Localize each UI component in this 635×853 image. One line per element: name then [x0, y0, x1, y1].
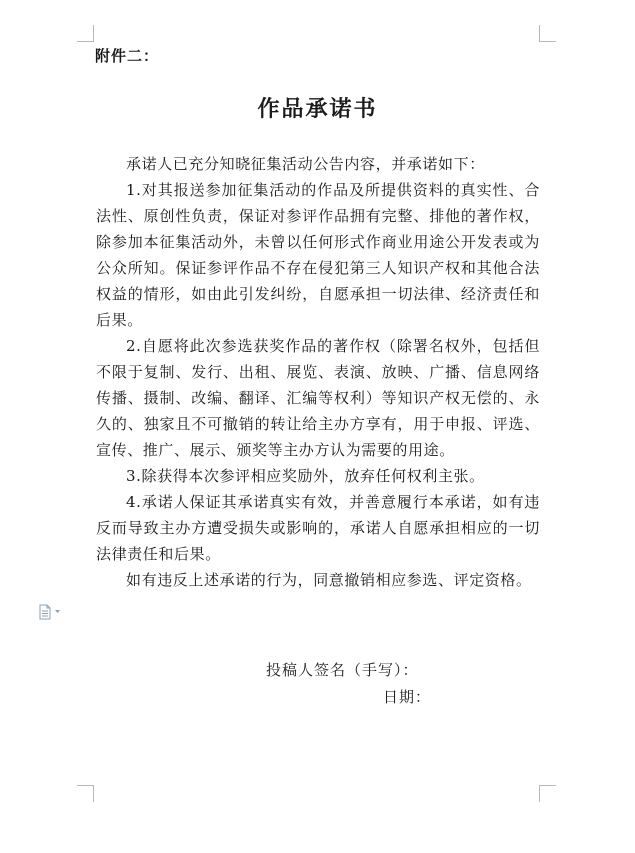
paragraph-item-4: 4.承诺人保证其承诺真实有效，并善意履行本承诺，如有违反而导致主办方遭受损失或影响的，承诺人自愿承担相应的一切法律责任和后果。 — [96, 493, 540, 563]
paragraph-item-3: 3.除获得本次参评相应奖励外，放弃任何权利主张。 — [126, 467, 485, 485]
crop-mark-bottom-right — [539, 785, 556, 802]
attachment-label: 附件二： — [95, 47, 160, 65]
signature-line: 投稿人签名（手写）： — [266, 661, 419, 679]
paragraph-item-1: 1.对其报送参加征集活动的作品及所提供资料的真实性、合法性、原创性负责，保证对参评作品拥有完整、排他的著作权，除参加本征集活动外，未曾以任何形式作商业用途公开发表或为公众所知。保证参评作品不存在侵犯第三人知识产权和其他合法权益的情形，如由此引发纠纷，自愿承担一切法律、经济责任和后果。 — [96, 181, 540, 329]
paragraph-item-2: 2.自愿将此次参选获奖作品的著作权（除署名权外，包括但不限于复制、发行、出租、展览、表演、放映、广播、信息网络传播、摄制、改编、翻译、汇编等权利）等知识产权无偿的、永久的、独家且不可撤销的转让给主办方享有，用于申报、评选、宣传、推广、展示、颁奖等主办方认为需要的用途。 — [96, 337, 540, 459]
crop-mark-bottom-left — [77, 785, 94, 802]
paragraph-closing: 如有违反上述承诺的行为，同意撤销相应参选、评定资格。 — [126, 571, 532, 589]
crop-mark-top-left — [77, 25, 94, 42]
crop-mark-top-right — [539, 25, 556, 42]
document-title: 作品承诺书 — [257, 96, 378, 122]
document-icon[interactable] — [38, 604, 62, 620]
date-line: 日期： — [383, 688, 432, 706]
document-dropdown-icon — [38, 604, 62, 620]
document-body[interactable] — [96, 151, 540, 593]
paragraph-intro: 承诺人已充分知晓征集活动公告内容，并承诺如下： — [126, 155, 485, 173]
